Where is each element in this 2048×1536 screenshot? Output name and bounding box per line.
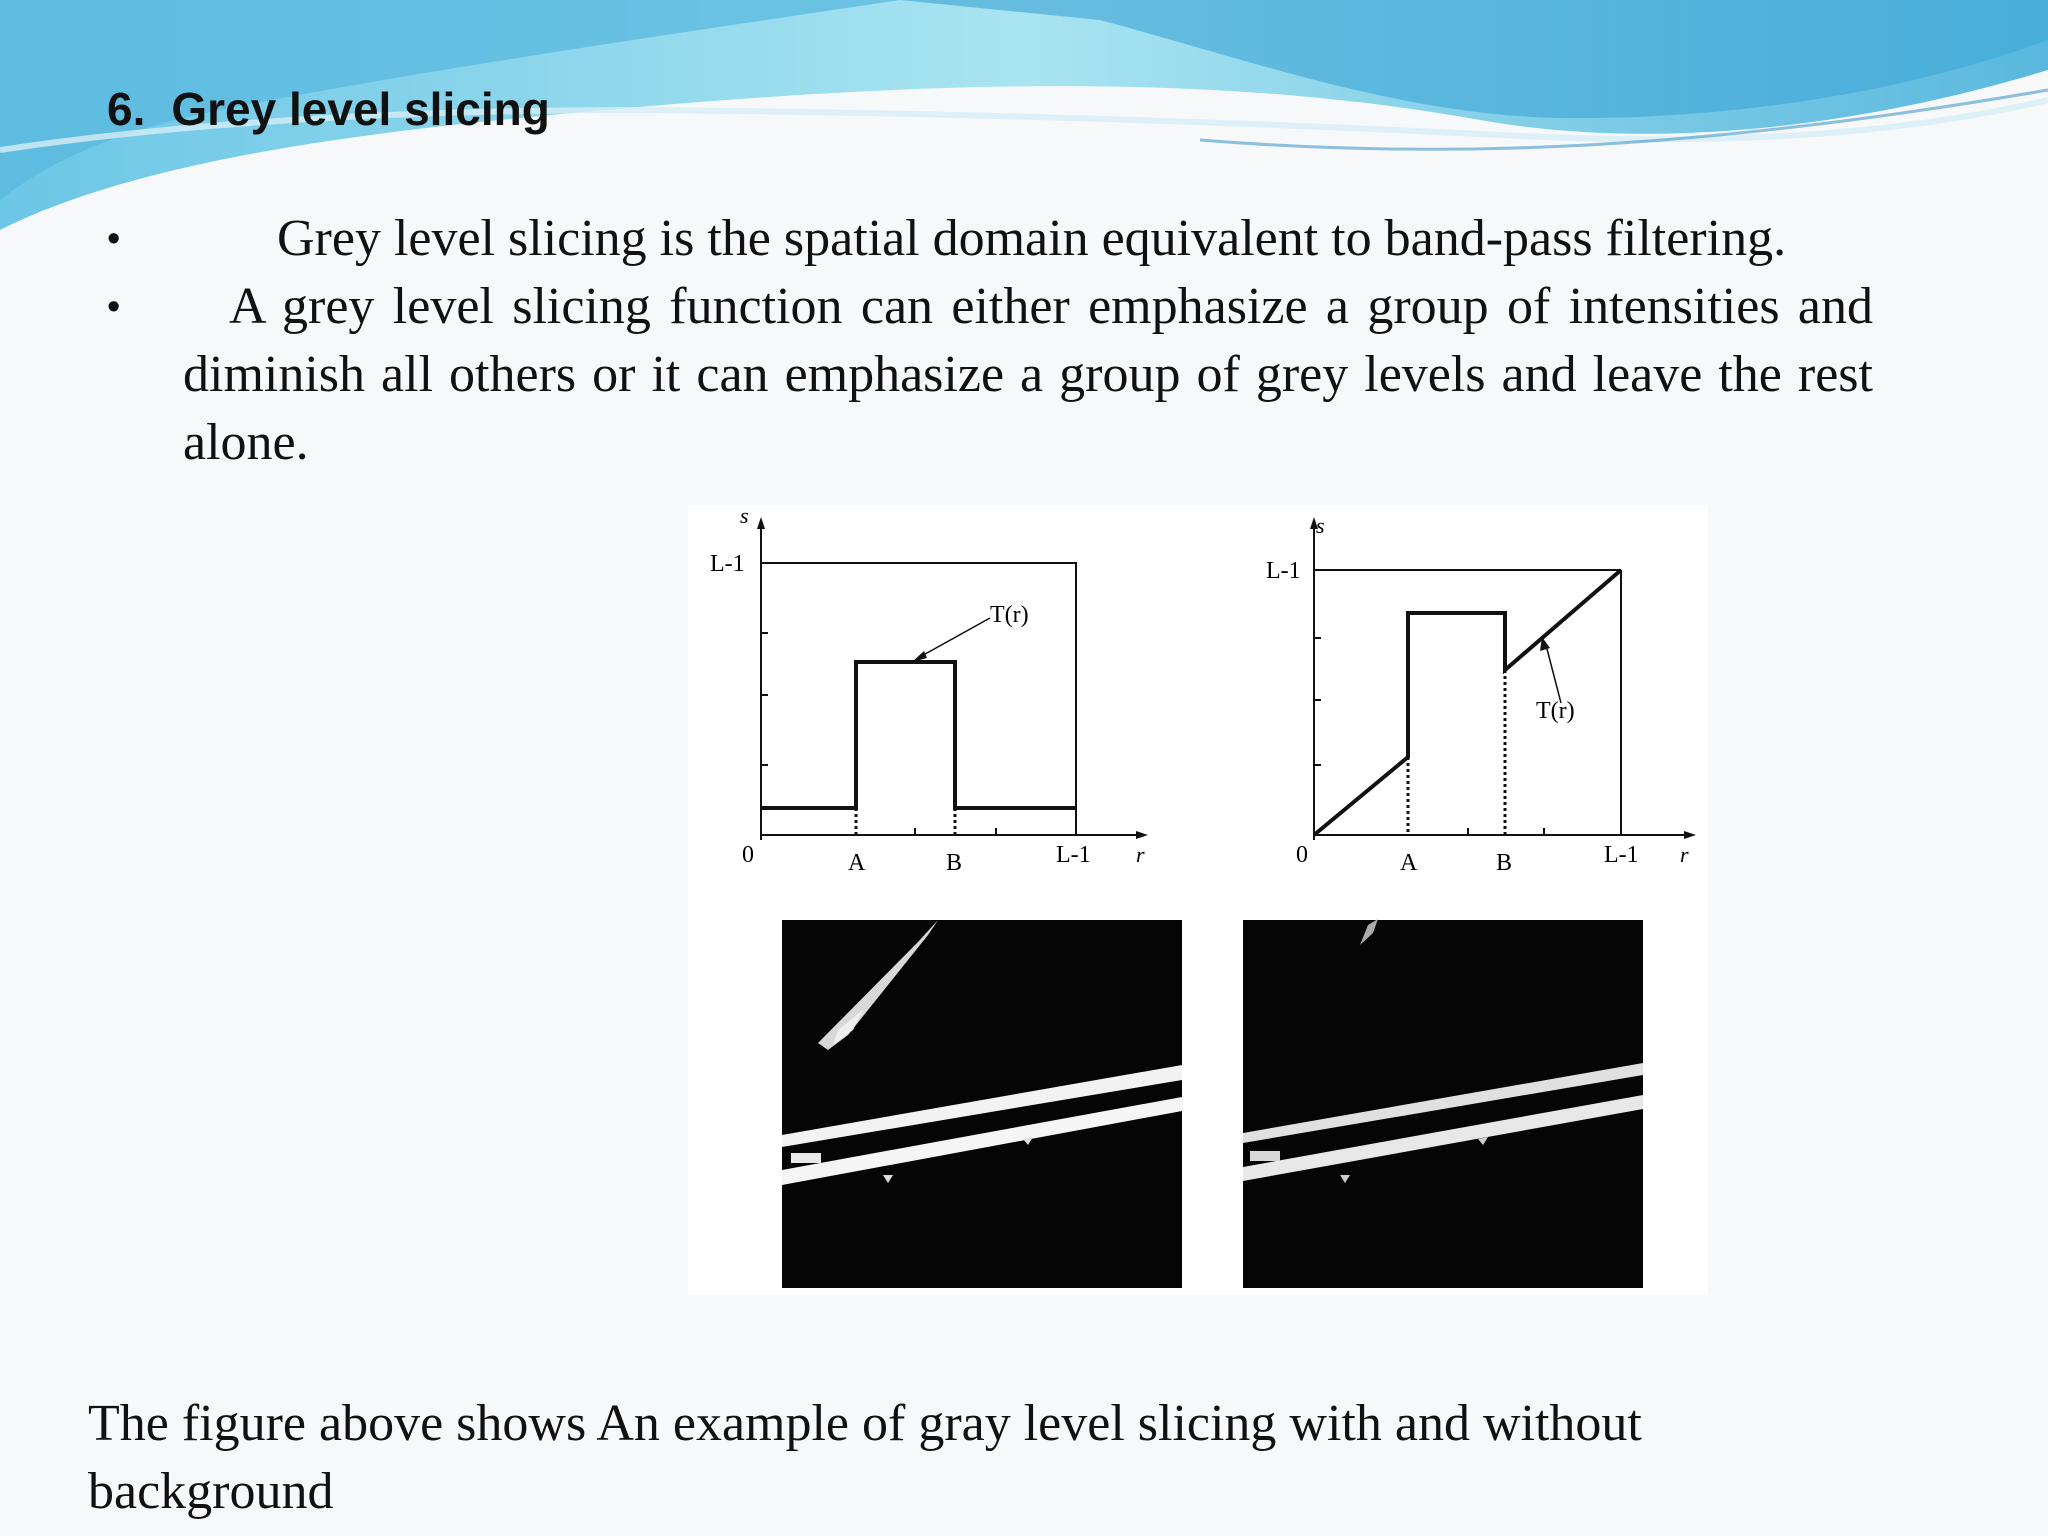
slicing-figure	[688, 505, 1708, 1295]
right-y-axis-label: s	[1316, 513, 1325, 538]
left-frame	[761, 563, 1076, 835]
figure-caption: The figure above shows An example of gray level slicing with and without background	[88, 1395, 1642, 1520]
left-pointer	[918, 618, 990, 658]
left-x-label-max: L-1	[1056, 842, 1091, 868]
bullet-dot-icon: •	[107, 218, 121, 260]
bullet-dot-icon: •	[107, 286, 121, 328]
left-curve	[761, 662, 1076, 808]
left-curve-label: T(r)	[990, 602, 1029, 628]
bullet-item-2	[107, 273, 1873, 477]
title-text: Grey level slicing	[171, 83, 550, 135]
right-x-label-0: 0	[1296, 842, 1308, 868]
right-result-image	[1243, 919, 1643, 1288]
title-number: 6.	[107, 83, 146, 135]
left-x-axis-label: r	[1136, 842, 1145, 867]
left-y-axis-label: s	[740, 505, 749, 528]
left-x-label-b: B	[946, 850, 963, 876]
bullet-text-2: A grey level slicing function can either emphasize a group of intensities and diminish all others or it can emphasize a group of grey levels and leave the rest alone.	[183, 278, 1873, 471]
left-result-image	[782, 920, 1182, 1288]
bullet-item-1	[107, 205, 1873, 273]
bullet-text-1: Grey level slicing is the spatial domain equivalent to band-pass filtering.	[277, 210, 1787, 267]
bullet-list	[107, 205, 1873, 477]
left-x-label-0: 0	[742, 842, 754, 868]
slide-title	[107, 82, 550, 136]
right-x-label-b: B	[1496, 850, 1513, 876]
figure-svg	[688, 505, 1708, 1295]
right-y-max-label: L-1	[1266, 558, 1301, 584]
left-y-max-label: L-1	[710, 551, 745, 577]
right-x-axis-label: r	[1680, 842, 1689, 867]
right-x-arrow-icon	[1684, 831, 1696, 839]
right-x-label-a: A	[1400, 850, 1418, 876]
right-pointer	[1546, 645, 1561, 703]
right-curve	[1314, 570, 1621, 835]
right-x-label-max: L-1	[1604, 842, 1639, 868]
left-x-label-a: A	[848, 850, 866, 876]
left-transfer-plot	[710, 505, 1148, 876]
left-y-arrow-icon	[757, 517, 765, 529]
left-x-arrow-icon	[1136, 831, 1148, 839]
right-transfer-plot	[1266, 513, 1696, 876]
right-curve-label: T(r)	[1536, 698, 1575, 724]
